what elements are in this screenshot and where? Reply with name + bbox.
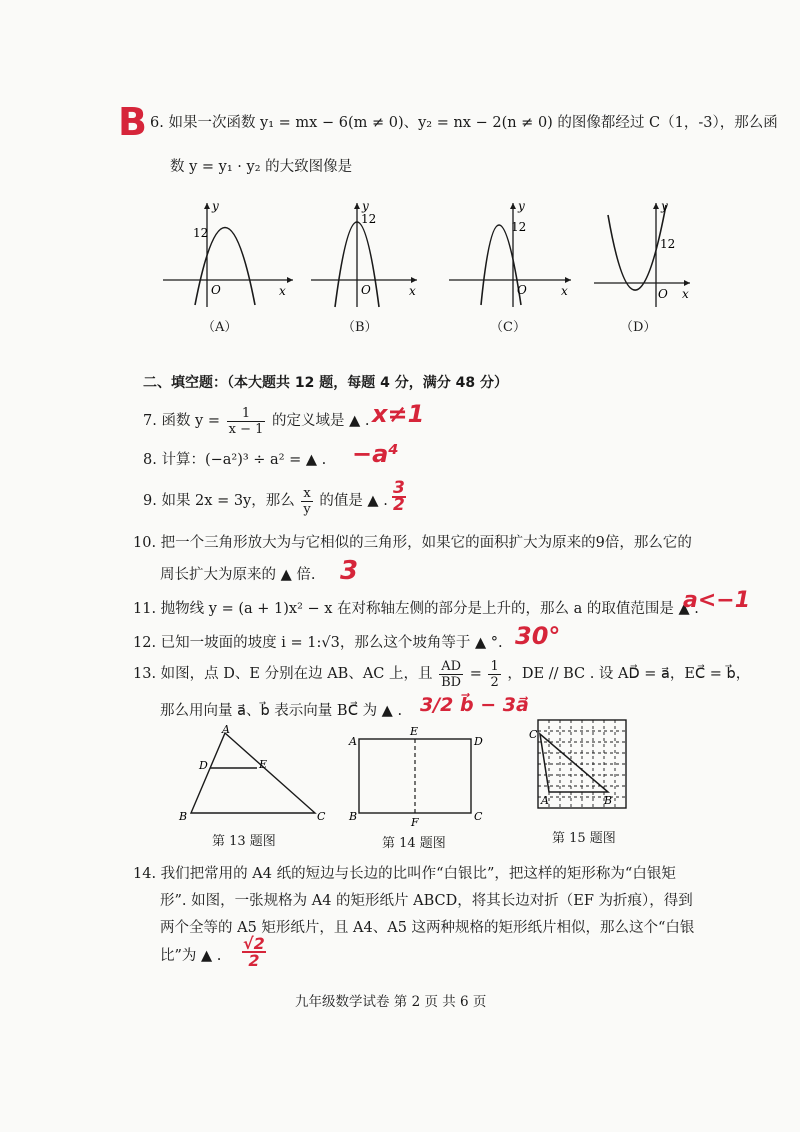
q14-line2: 形”. 如图，一张规格为 A4 的矩形纸片 ABCD，将其长边对折（EF 为折痕），得到 — [160, 893, 693, 909]
graph-b-caption: （B） — [342, 320, 378, 335]
fig15-label-a: A — [541, 794, 549, 807]
fig14-label-e: E — [410, 725, 419, 738]
fig15-label-c: C — [529, 728, 538, 741]
q7-line — [143, 404, 369, 438]
q7-denominator: x − 1 — [228, 421, 264, 437]
q9-post: 的值是 ▲ . — [319, 493, 388, 509]
q6-line1: 6. 如果一次函数 y₁ = mx − 6(m ≠ 0)、y₂ = nx − 2(n ≠ 0) 的图像都经过 C（1，-3），那么函 — [150, 115, 778, 131]
graph-d-intercept-label: 12 — [660, 237, 676, 251]
q7-post: 的定义域是 ▲ . — [272, 413, 370, 429]
graph-c-intercept-label: 12 — [511, 220, 527, 234]
fig13-label-d: D — [199, 759, 208, 772]
figure-14 — [345, 725, 490, 830]
graph-d — [590, 195, 700, 310]
graph-a-intercept-label: 12 — [193, 226, 209, 240]
q7-numerator: 1 — [227, 406, 266, 422]
graph-b-intercept-label: 12 — [361, 212, 377, 226]
graph-c-origin-label: O — [517, 283, 527, 297]
graph-d-caption: （D） — [620, 320, 657, 335]
q10-line2: 周长扩大为原来的 ▲ 倍. — [160, 567, 316, 583]
q7-fraction — [227, 406, 266, 437]
q14-handwritten-answer — [242, 936, 266, 968]
q13-value-denominator: 2 — [490, 674, 499, 690]
q10-handwritten-answer: 3 — [340, 556, 359, 586]
graph-c-y-label: y — [518, 199, 525, 213]
q8-handwritten-answer: −a⁴ — [352, 440, 399, 468]
q14-line1: 14. 我们把常用的 A4 纸的短边与长边的比叫作“白银比”，把这样的矩形称为“白银矩 — [133, 866, 676, 882]
figure-13-caption: 第 13 题图 — [212, 834, 276, 849]
q12-handwritten-answer: 30° — [515, 622, 561, 650]
q9-fraction — [301, 486, 312, 517]
section-2-title: 二、填空题：（本大题共 12 题，每题 4 分，满分 48 分） — [143, 375, 508, 391]
q6-handwritten-answer: B — [118, 100, 147, 144]
graph-a — [155, 195, 300, 310]
fig13-label-c: C — [317, 810, 326, 823]
fig14-label-d: D — [474, 735, 483, 748]
q9-line — [143, 484, 388, 518]
q13-line1 — [133, 657, 750, 691]
graph-b-origin-label: O — [361, 283, 371, 297]
q13-pre: 13. 如图，点 D、E 分别在边 AB、AC 上，且 — [133, 666, 433, 682]
q6-line2: 数 y = y₁ · y₂ 的大致图像是 — [170, 159, 353, 175]
graph-d-origin-label: O — [658, 287, 668, 301]
q13-ratio-denominator: BD — [441, 674, 462, 690]
q11-line: 11. 抛物线 y = (a + 1)x² − x 在对称轴左侧的部分是上升的，那么 a 的取值范围是 ▲ . — [133, 601, 699, 617]
graph-a-caption: （A） — [202, 320, 238, 335]
q7-handwritten-answer: x≠1 — [372, 400, 425, 428]
q9-denominator: y — [303, 501, 311, 517]
graph-d-x-label: x — [682, 287, 689, 301]
graph-b — [305, 195, 425, 310]
q13-ratio-fraction — [439, 659, 463, 690]
q9-handwritten-answer — [392, 478, 406, 515]
q13-ratio-numerator: AD — [439, 659, 463, 675]
graph-a-origin-label: O — [211, 283, 221, 297]
q13-value-numerator: 1 — [490, 658, 499, 674]
fig14-label-a: A — [349, 735, 357, 748]
graph-c-caption: （C） — [490, 320, 526, 335]
q14-line3: 两个全等的 A5 矩形纸片，且 A4、A5 这两种规格的矩形纸片相似，那么这个“白银 — [160, 920, 695, 936]
graph-b-y-label: y — [362, 199, 369, 213]
q13-equals: = — [469, 666, 482, 682]
q9-pre: 9. 如果 2x = 3y，那么 — [143, 493, 295, 509]
q13-handwritten-answer: 3/2 b⃗ − 3a⃗ — [420, 694, 529, 716]
fig13-label-b: B — [179, 810, 188, 823]
q9-numerator: x — [301, 486, 312, 502]
graph-c-x-label: x — [561, 284, 568, 298]
figure-15-caption: 第 15 题图 — [552, 831, 616, 846]
q14-line4: 比”为 ▲ . — [160, 948, 222, 964]
fig14-label-b: B — [349, 810, 358, 823]
graph-b-x-label: x — [409, 284, 416, 298]
graph-a-y-label: y — [212, 199, 219, 213]
figure-14-caption: 第 14 题图 — [382, 836, 446, 851]
graph-d-y-label: y — [661, 199, 668, 213]
graph-c — [445, 195, 580, 310]
fig14-label-f: F — [411, 816, 419, 829]
q13-post: ，DE // BC . 设 AD⃗ = a⃗，EC⃗ = b⃗， — [507, 666, 751, 682]
figure-13 — [175, 725, 330, 825]
q7-pre: 7. 函数 y = — [143, 413, 221, 429]
fig13-label-a: A — [222, 725, 230, 736]
graph-a-x-label: x — [279, 284, 286, 298]
q14-answer-denominator: 2 — [248, 951, 260, 970]
q13-line2: 那么用向量 a⃗、b⃗ 表示向量 BC⃗ 为 ▲ . — [160, 703, 403, 719]
q14-answer-numerator: √2 — [243, 934, 265, 953]
q10-line1: 10. 把一个三角形放大为与它相似的三角形，如果它的面积扩大为原来的9倍，那么它的 — [133, 535, 692, 551]
q9-answer-denominator: 2 — [393, 495, 405, 515]
fig15-label-b: B — [604, 794, 613, 807]
fig14-label-c: C — [474, 810, 483, 823]
fig13-label-e: E — [259, 758, 268, 771]
figure-15 — [528, 712, 633, 817]
q12-line: 12. 已知一坡面的坡度 i = 1:√3，那么这个坡角等于 ▲ °. — [133, 635, 503, 651]
q8-line: 8. 计算：(−a²)³ ÷ a² = ▲ . — [143, 452, 327, 468]
q11-handwritten-answer: a<−1 — [683, 588, 751, 613]
q13-value-fraction — [488, 659, 500, 690]
q9-answer-numerator: 3 — [393, 478, 405, 498]
page-footer: 九年级数学试卷 第 2 页 共 6 页 — [295, 994, 487, 1010]
